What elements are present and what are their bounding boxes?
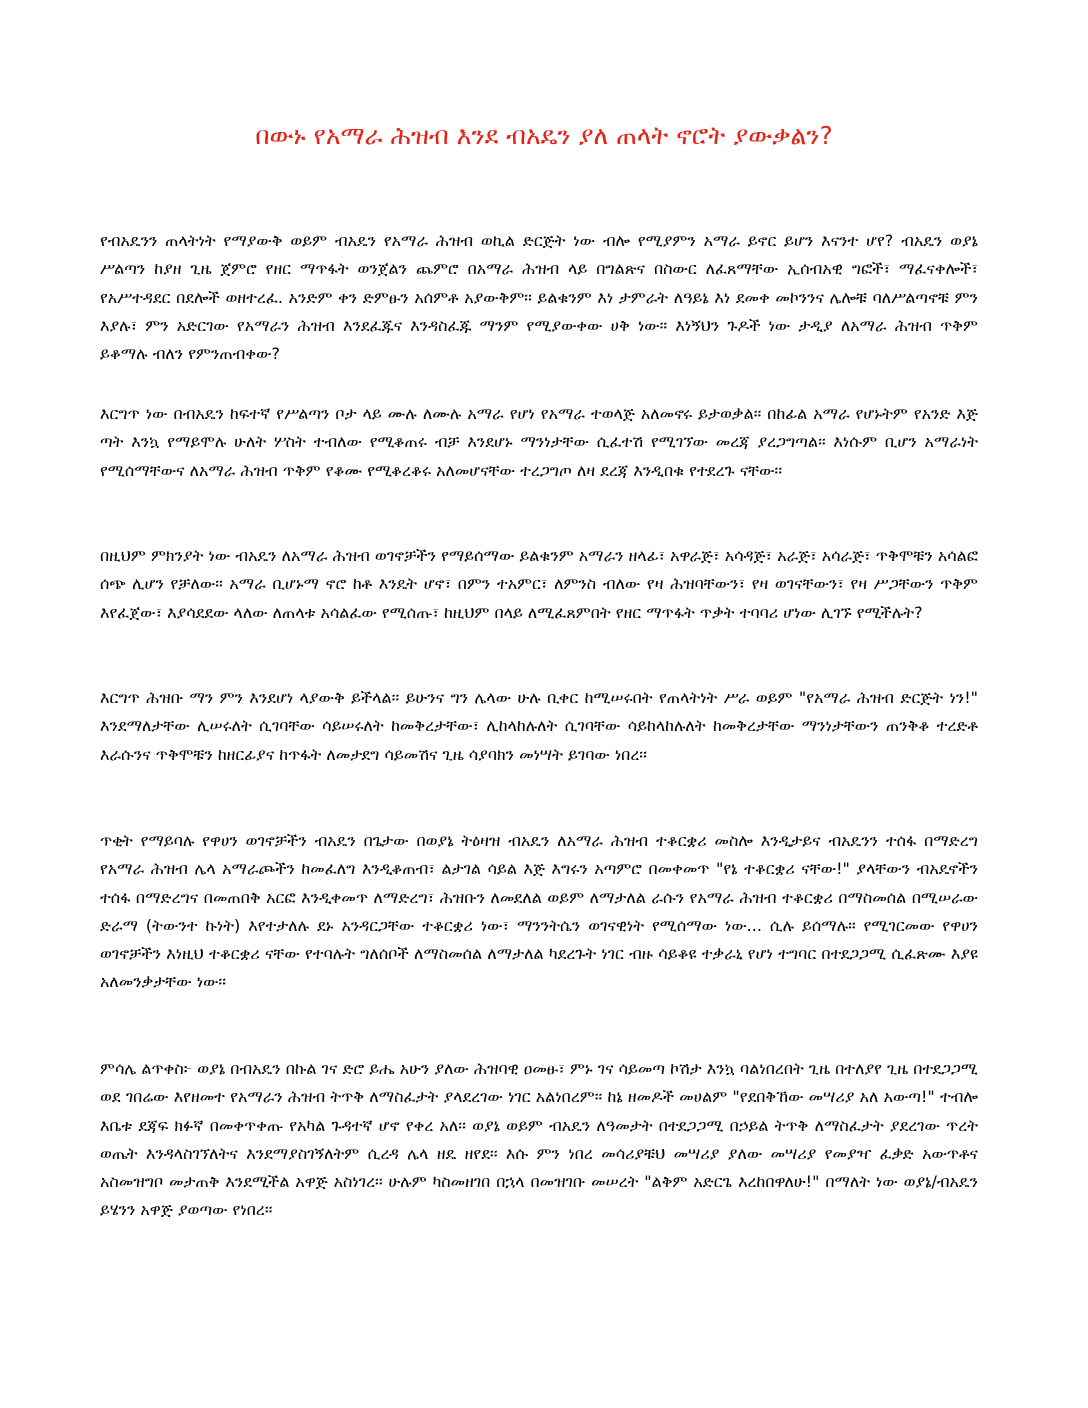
- paragraph-1: የብአዴንን ጠላትነት የማያውቅ ወይም ብአዴን የአማራ ሕዝብ ወኪል ድርጅት ነው ብሎ የሚያምን አማራ ይኖር ይሆን እናንተ ሆየ? ብአዴን ወያኔ ሥልጣን ከያዘ ጊዜ ጀምሮ የዘር ማጥፋት ወንጀልን ጨምሮ በአማራ ሕዝብ ላይ በግልጽና በስውር ለፈጸማቸው ኢሰብአዊ ግፎች፣ ማፈናቀሎች፣ የአሥተዳደር በደሎች ወዘተረፈ. አንድም ቀን ድምፁን አሰምቶ አያውቅም፡፡ ይልቁንም እነ ታምራት ለዓይኔ እነ ደመቀ መኮንንና ሌሎቹ ባለሥልጣኖቹ ምን እያሉ፣ ምን አድርገው የአማራን ሕዝብ እንደፈጁና እንዳስፈጁ ማንም የሚያውቀው ሀቅ ነው፡፡ እነኝህን ጉዶች ነው ታዲያ ለአማራ ሕዝብ ጥቅም ይቆማሉ ብለን የምንጠብቀው?: [100, 231, 978, 364]
- paragraph-3: በዚህም ምክንያት ነው ብአዴን ለአማራ ሕዝብ ወገኖቻችን የማይሰማው ይልቁንም አማራን ዘላፊ፣ አዋራጅ፣ አሳዳጅ፣ አራጅ፣ አሳራጅ፣ ጥቅሞቹን አሳልፎ ሰጭ ሊሆን የቻለው፡፡ አማራ ቢሆኑማ ኖሮ ከቶ እንዴት ሆኖ፣ በምን ተአምር፣ ለምንስ ብለው የዛ ሕዝባቸውን፣ የዛ ወገናቸውን፣ የዛ ሥጋቸውን ጥቅም እየፈጀው፣ እያሳደደው ላለው ለጠላቱ አሳልፈው የሚሰጡ፣ ከዚህም በላይ ለሚፈጸምበት የዘር ማጥፋት ጥቃት ተባባሪ ሆነው ሊገኙ የሚችሉት?: [100, 546, 978, 622]
- paragraph-6: ምሳሌ ልጥቀስ፦ ወያኔ በብአዴን በኩል ገና ድሮ ይሔ አሁን ያለው ሕዝባዊ ዐመፁ፣ ምኑ ገና ሳይመጣ ኮሽታ እንኳ ባልነበረበት ጊዜ በተለያየ ጊዜ በተደጋጋሚ ወደ ገበሬው እየዘመተ የአማራን ሕዝብ ትጥቅ ለማስፈታት ያላደረገው ነገር አልነበረም፡፡ ከኔ ዘመዶች መሀልም "የደበቅኸው መሣሪያ አለ አውጣ!" ተብሎ እቤቱ ደጃፍ ክፉኛ በመቀጥቀጡ የአካል ጉዳተኛ ሆኖ የቀረ አለ፡፡ ወያኔ ወይም ብአዴን ለዓመታት በተደጋጋሚ በኃይል ትጥቅ ለማስፈታት ያደረገው ጥረት ወጤት እንዳላስገኘለትና እንደማያስገኝለትም ሲረዳ ሌላ ዘዴ ዘየደ፡፡ እሱ ምን ነበረ መሳሪያቹህ መሣሪያ ያለው መሣሪያ የመያዣ ፈቃድ አውጥቶና አስመዝግቦ መታጠቅ እንደሚችል አዋጅ አስነገረ፡፡ ሁሉም ካስመዘገበ በኋላ በመዝገቡ መሠረት "ልቅም አድርጌ እረከበዋለሁ!" በማለት ነው ወያኔ/ብአዴን ይሄንን አዋጅ ያወጣው የነበረ፡፡: [100, 1059, 978, 1220]
- paragraph-5: ጥቂት የማይባሉ የዋሀን ወገኖቻችን ብአዴን በጌታው በወያኔ ትዕዛዝ ብአዴን ለአማራ ሕዝብ ተቆርቋሪ መስሎ እንዲታይና ብአዴንን ተሰፋ በማድረግ የአማራ ሕዝብ ሌላ አማራጮችን ከመፈለግ እንዲቆጠብ፣ ልታገል ሳይል እጅ እግሩን አጣምሮ በመቀመጥ "የኔ ተቆርቋሪ ናቸው!" ያላቸውን ብአዴኖችን ተሰፋ በማድረግና በመጠበቅ አርፎ እንዲቀመጥ ለማድረግ፣ ሕዝቡን ለመደለል ወይም ለማታለል ራሱን የአማራ ሕዝብ ተቆርቋሪ በማስመሰል በሚሠራው ድራማ (ትውንተ ኩነት) እየተታለሉ ደኑ አንዳርጋቸው ተቆርቋሪ ነው፣ ማንንትሴን ወገናዊነት የሚሰማው ነው... ሲሉ ይሰማሉ፡፡ የሚገርመው የዋሀን ወገኖቻችን እነዚህ ተቆርቋሪ ናቸው የተባሉት ግለሰቦች ለማስመሰል ለማታለል ካደረጉት ነገር ብዙ ሳይቆዩ ተቃራኒ የሆነ ተግባር በተደጋጋሚ ሲፈጽሙ እያዩ አለመንቃታቸው ነው፡፡: [100, 831, 978, 992]
- paragraph-2: እርግጥ ነው በብአዴን ከፍተኛ የሥልጣን ቦታ ላይ ሙሉ ለሙሉ አማራ የሆነ የአማራ ተወላጅ አለመኖሩ ይታወቃል፡፡ በከፊል አማራ የሆኑትም የአንድ እጅ ጣት እንኳ የማይሞሉ ሁለት ሦስት ተብለው የሚቆጠሩ ብቻ እንደሆኑ ማንነታቸው ሲፈተሽ የሚገኘው መረጃ ያረጋግጣል፡፡ እነሱም ቢሆን አማራነት የሚሰማቸውና ለአማራ ሕዝብ ጥቅም የቆሙ የሚቆረቆሩ አለመሆናቸው ተረጋግጦ ለዛ ደረጃ እንዲበቁ የተደረጉ ናቸው፡፡: [100, 404, 978, 480]
- paragraph-4: እርግጥ ሕዝቡ ማን ምን እንደሆነ ላያውቅ ይችላል፡፡ ይሁንና ግን ሌላው ሁሉ ቢቀር ከሚሠሩበት የጠላትነት ሥራ ወይም "የአማራ ሕዝብ ድርጅት ነን!" እንደማለታቸው ሊሠሩለት ሲገባቸው ሳይሠሩለት ከመቅረታቸው፣ ሊከላከሉለት ሲገባቸው ሳይከላከሉለት ከመቅረታቸው ማንነታቸውን ጠንቅቆ ተረድቶ እራሱንና ጥቅሞቹን ከዘርፊያና ከጥፋት ለመታደግ ሳይመሽና ጊዜ ሳያባክን መነሣት ይገባው ነበረ፡፡: [100, 688, 978, 764]
- document-title: በውኑ የአማራ ሕዝብ እንደ ብአዴን ያለ ጠላት ኖሮት ያውቃልን?: [255, 121, 833, 150]
